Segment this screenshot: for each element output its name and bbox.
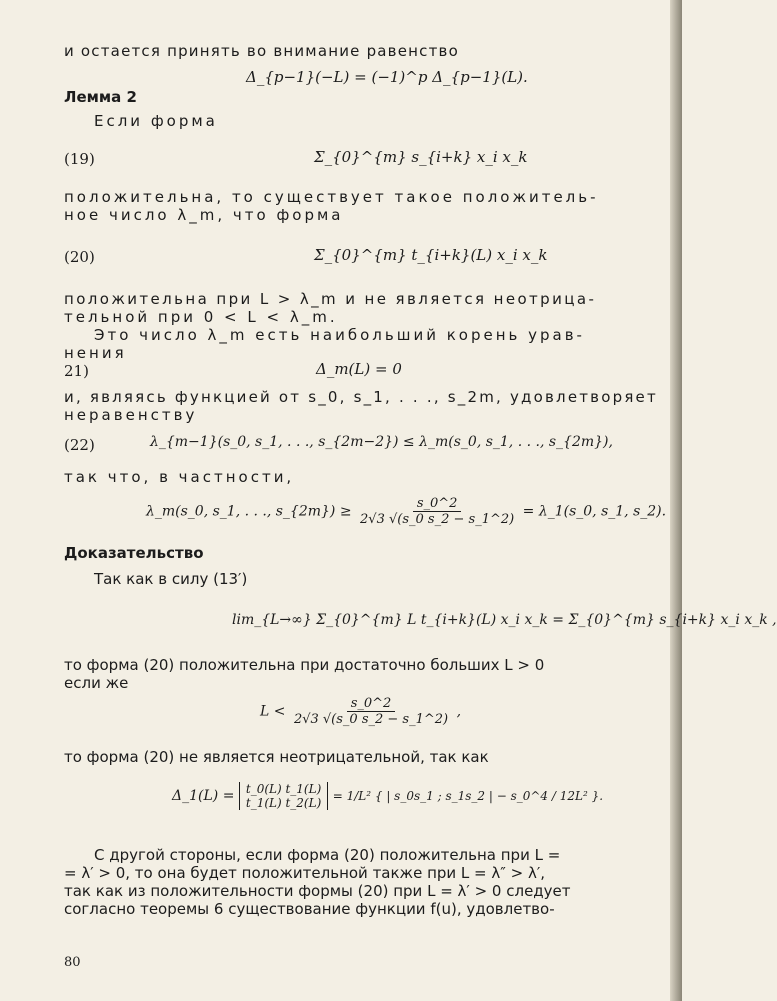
formula-L-ineq bbox=[260, 696, 461, 727]
ineq-lhs: λ_m(s_0, s_1, . . ., s_{2m}) ≥ bbox=[146, 503, 352, 520]
text-line-3: Если форма bbox=[94, 112, 218, 130]
ineq-rhs: = λ_1(s_0, s_1, s_2). bbox=[522, 503, 667, 520]
det-lhs: Δ_1(L) = bbox=[172, 788, 235, 804]
text-line-17: то форма (20) не является неотрицательной, так как bbox=[64, 748, 489, 766]
det-rhs: = 1/L² { | s_0s_1 ; s_1s_2 | − s_0^4 / 12L² }. bbox=[332, 789, 604, 803]
eq19-label: (19) bbox=[64, 150, 95, 168]
det-row-1: t_0(L) t_1(L) bbox=[245, 782, 322, 796]
text-line-8: Это число λ_m есть наибольший корень урав- bbox=[94, 326, 585, 344]
formula-det bbox=[172, 782, 603, 810]
text-line-7: тельной при 0 < L < λ_m. bbox=[64, 308, 338, 326]
formula-eq20: Σ_{0}^{m} t_{i+k}(L) x_i x_k bbox=[314, 246, 548, 264]
L-ineq-lhs: L < bbox=[260, 703, 286, 720]
text-line-20: так как из положительности формы (20) при L = λ′ > 0 следует bbox=[64, 882, 571, 900]
text-line-10: и, являясь функцией от s_0, s_1, . . ., s_2m, удовлетворяет bbox=[64, 388, 658, 406]
eq21-label: 21) bbox=[64, 362, 89, 380]
text-line-21: согласно теоремы 6 существование функции f(u), удовлетво- bbox=[64, 900, 555, 918]
formula-delta-equality: Δ_{p−1}(−L) = (−1)^p Δ_{p−1}(L). bbox=[246, 68, 528, 86]
formula-limit: lim_{L→∞} Σ_{0}^{m} L t_{i+k}(L) x_i x_k = Σ_{0}^{m} s_{i+k} x_i x_k , bbox=[232, 612, 777, 628]
formula-eq22: λ_{m−1}(s_0, s_1, . . ., s_{2m−2}) ≤ λ_m(s_0, s_1, . . ., s_{2m}), bbox=[150, 434, 613, 450]
text-line-14: Так как в силу (13′) bbox=[94, 570, 248, 588]
formula-eq21: Δ_m(L) = 0 bbox=[316, 360, 402, 378]
proof-heading: Доказательство bbox=[64, 544, 204, 562]
formula-eq19: Σ_{0}^{m} s_{i+k} x_i x_k bbox=[314, 148, 528, 166]
text-line-16: если же bbox=[64, 674, 129, 692]
text-line-19: = λ′ > 0, то она будет положительной также при L = λ″ > λ′, bbox=[64, 864, 546, 882]
L-ineq-tail: , bbox=[456, 703, 462, 720]
text-line-1: и остается принять во внимание равенство bbox=[64, 42, 459, 60]
L-ineq-denominator: 2√3 √(s_0 s_2 − s_1^2) bbox=[293, 712, 449, 727]
L-ineq-numerator: s_0^2 bbox=[347, 696, 396, 712]
lemma-heading: Лемма 2 bbox=[64, 88, 137, 106]
det-matrix bbox=[239, 782, 328, 810]
ineq-denominator: 2√3 √(s_0 s_2 − s_1^2) bbox=[360, 512, 515, 527]
text-line-6: положительна при L > λ_m и не является неотрица- bbox=[64, 290, 597, 308]
det-row-2: t_1(L) t_2(L) bbox=[245, 796, 322, 810]
text-line-5: ное число λ_m, что форма bbox=[64, 206, 344, 224]
page-number: 80 bbox=[64, 955, 81, 970]
text-line-9: нения bbox=[64, 344, 127, 362]
ineq-fraction bbox=[356, 496, 518, 527]
ineq-numerator: s_0^2 bbox=[413, 496, 462, 512]
formula-ineq bbox=[146, 496, 666, 527]
eq22-label: (22) bbox=[64, 436, 95, 454]
text-line-15: то форма (20) положительна при достаточно больших L > 0 bbox=[64, 656, 545, 674]
text-line-11: неравенству bbox=[64, 406, 198, 424]
eq20-label: (20) bbox=[64, 248, 95, 266]
L-ineq-fraction bbox=[290, 696, 452, 727]
text-line-4: положительна, то существует такое положитель- bbox=[64, 188, 599, 206]
text-line-12: так что, в частности, bbox=[64, 468, 295, 486]
text-line-18: С другой стороны, если форма (20) положительна при L = bbox=[94, 846, 561, 864]
